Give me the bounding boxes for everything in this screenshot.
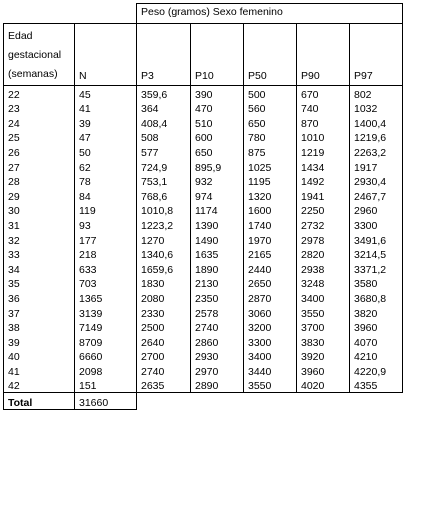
cell-n: 93 (75, 217, 137, 232)
cell-p10: 2860 (191, 334, 244, 349)
cell-p50: 3400 (244, 349, 297, 364)
cell-p3: 508 (137, 130, 191, 145)
column-header-p10: P10 (191, 24, 244, 86)
cell-edad: 30 (4, 203, 75, 218)
table-row (4, 276, 403, 291)
cell-p10: 650 (191, 144, 244, 159)
cell-p97: 3820 (350, 305, 403, 320)
cell-p97: 2263,2 (350, 144, 403, 159)
cell-p90: 3700 (297, 320, 350, 335)
table-row (4, 101, 403, 116)
cell-p3: 2330 (137, 305, 191, 320)
cell-p90: 1010 (297, 130, 350, 145)
cell-p97: 3491,6 (350, 232, 403, 247)
cell-p50: 2650 (244, 276, 297, 291)
cell-p3: 1830 (137, 276, 191, 291)
cell-n: 8709 (75, 334, 137, 349)
cell-p10: 1635 (191, 247, 244, 262)
cell-edad: 39 (4, 334, 75, 349)
cell-p97: 4070 (350, 334, 403, 349)
cell-p3: 724,9 (137, 159, 191, 174)
weight-percentile-table (3, 3, 403, 410)
cell-p10: 2578 (191, 305, 244, 320)
cell-p3: 1223,2 (137, 217, 191, 232)
cell-p3: 408,4 (137, 115, 191, 130)
group-header-cell (137, 4, 403, 24)
table-row (4, 232, 403, 247)
cell-p90: 1941 (297, 188, 350, 203)
table-row (4, 378, 403, 393)
group-header: Peso (gramos) Sexo femenino (141, 6, 283, 18)
cell-edad: 38 (4, 320, 75, 335)
cell-edad: 22 (4, 86, 75, 101)
cell-n: 703 (75, 276, 137, 291)
table-row (4, 247, 403, 262)
cell-p3: 1270 (137, 232, 191, 247)
cell-p50: 875 (244, 144, 297, 159)
cell-p90: 3248 (297, 276, 350, 291)
cell-p90: 3550 (297, 305, 350, 320)
edad-header-cell (4, 24, 75, 86)
table-row (4, 115, 403, 130)
cell-p50: 3300 (244, 334, 297, 349)
cell-n: 1365 (75, 290, 137, 305)
cell-p50: 2165 (244, 247, 297, 262)
table-row (4, 159, 403, 174)
cell-p3: 359,6 (137, 86, 191, 101)
cell-p10: 1174 (191, 203, 244, 218)
cell-n: 7149 (75, 320, 137, 335)
cell-n: 47 (75, 130, 137, 145)
cell-p3: 364 (137, 101, 191, 116)
cell-p90: 1219 (297, 144, 350, 159)
table-row (4, 203, 403, 218)
column-header-p97: P97 (350, 24, 403, 86)
edad-header-line: Edad (8, 30, 33, 42)
cell-p97: 3300 (350, 217, 403, 232)
total-row (4, 393, 403, 410)
cell-p97: 4220,9 (350, 363, 403, 378)
cell-p97: 3371,2 (350, 261, 403, 276)
table-row (4, 86, 403, 101)
cell-p97: 1400,4 (350, 115, 403, 130)
cell-edad: 34 (4, 261, 75, 276)
edad-header-line: (semanas) (8, 68, 58, 80)
cell-p50: 3440 (244, 363, 297, 378)
cell-p50: 1025 (244, 159, 297, 174)
cell-n: 41 (75, 101, 137, 116)
cell-p90: 2978 (297, 232, 350, 247)
cell-p90: 1434 (297, 159, 350, 174)
cell-p3: 2740 (137, 363, 191, 378)
cell-p50: 1320 (244, 188, 297, 203)
cell-p3: 2080 (137, 290, 191, 305)
n-empty-top-cell (75, 4, 137, 24)
cell-p90: 2732 (297, 217, 350, 232)
column-header-row (4, 24, 403, 86)
total-label: Total (4, 393, 75, 410)
cell-p90: 2250 (297, 203, 350, 218)
cell-p90: 3920 (297, 349, 350, 364)
cell-p90: 870 (297, 115, 350, 130)
cell-p50: 2870 (244, 290, 297, 305)
cell-edad: 40 (4, 349, 75, 364)
cell-p90: 670 (297, 86, 350, 101)
cell-n: 6660 (75, 349, 137, 364)
cell-p50: 780 (244, 130, 297, 145)
total-empty-cell (191, 393, 244, 410)
cell-p10: 1890 (191, 261, 244, 276)
cell-p90: 2820 (297, 247, 350, 262)
cell-p3: 768,6 (137, 188, 191, 203)
cell-p97: 3580 (350, 276, 403, 291)
cell-p10: 1390 (191, 217, 244, 232)
cell-edad: 33 (4, 247, 75, 262)
cell-edad: 29 (4, 188, 75, 203)
cell-p97: 4355 (350, 378, 403, 393)
column-header-n: N (75, 24, 137, 86)
column-header-p3: P3 (137, 24, 191, 86)
cell-edad: 28 (4, 174, 75, 189)
cell-p3: 1010,8 (137, 203, 191, 218)
cell-p10: 2350 (191, 290, 244, 305)
cell-edad: 42 (4, 378, 75, 393)
cell-n: 62 (75, 159, 137, 174)
cell-p10: 2740 (191, 320, 244, 335)
table-row (4, 130, 403, 145)
cell-n: 45 (75, 86, 137, 101)
cell-edad: 41 (4, 363, 75, 378)
total-empty-cell (297, 393, 350, 410)
cell-p50: 1195 (244, 174, 297, 189)
cell-n: 177 (75, 232, 137, 247)
cell-n: 50 (75, 144, 137, 159)
table-row (4, 144, 403, 159)
cell-p50: 1740 (244, 217, 297, 232)
cell-edad: 24 (4, 115, 75, 130)
cell-p3: 2700 (137, 349, 191, 364)
total-n: 31660 (75, 393, 137, 410)
weight-percentile-table-container (3, 3, 403, 410)
edad-header-line: gestacional (8, 49, 62, 61)
column-header-p50: P50 (244, 24, 297, 86)
cell-p50: 3060 (244, 305, 297, 320)
cell-p10: 1490 (191, 232, 244, 247)
table-row (4, 305, 403, 320)
cell-n: 39 (75, 115, 137, 130)
cell-edad: 25 (4, 130, 75, 145)
cell-p10: 470 (191, 101, 244, 116)
cell-n: 3139 (75, 305, 137, 320)
cell-edad: 23 (4, 101, 75, 116)
cell-n: 218 (75, 247, 137, 262)
table-row (4, 174, 403, 189)
cell-p10: 2970 (191, 363, 244, 378)
cell-p50: 3550 (244, 378, 297, 393)
cell-p90: 3960 (297, 363, 350, 378)
cell-n: 151 (75, 378, 137, 393)
cell-p50: 650 (244, 115, 297, 130)
cell-edad: 32 (4, 232, 75, 247)
cell-n: 78 (75, 174, 137, 189)
cell-p97: 2930,4 (350, 174, 403, 189)
cell-p10: 2130 (191, 276, 244, 291)
cell-n: 633 (75, 261, 137, 276)
cell-p90: 4020 (297, 378, 350, 393)
cell-p97: 4210 (350, 349, 403, 364)
corner-empty-cell (4, 4, 75, 24)
cell-p3: 577 (137, 144, 191, 159)
cell-p50: 500 (244, 86, 297, 101)
cell-p50: 560 (244, 101, 297, 116)
total-empty-cell (137, 393, 191, 410)
cell-p3: 1340,6 (137, 247, 191, 262)
cell-p97: 2467,7 (350, 188, 403, 203)
column-header-p90: P90 (297, 24, 350, 86)
table-row (4, 320, 403, 335)
table-row (4, 261, 403, 276)
cell-p3: 2640 (137, 334, 191, 349)
table-row (4, 217, 403, 232)
cell-edad: 36 (4, 290, 75, 305)
cell-n: 2098 (75, 363, 137, 378)
total-empty-cell (244, 393, 297, 410)
cell-p97: 2960 (350, 203, 403, 218)
cell-p10: 974 (191, 188, 244, 203)
cell-p10: 895,9 (191, 159, 244, 174)
cell-p97: 3680,8 (350, 290, 403, 305)
cell-p10: 600 (191, 130, 244, 145)
cell-p97: 1917 (350, 159, 403, 174)
cell-edad: 27 (4, 159, 75, 174)
cell-p50: 1970 (244, 232, 297, 247)
cell-edad: 26 (4, 144, 75, 159)
cell-edad: 31 (4, 217, 75, 232)
cell-edad: 35 (4, 276, 75, 291)
cell-p90: 1492 (297, 174, 350, 189)
cell-p50: 3200 (244, 320, 297, 335)
cell-p10: 932 (191, 174, 244, 189)
cell-p10: 390 (191, 86, 244, 101)
cell-p97: 1219,6 (350, 130, 403, 145)
cell-p50: 2440 (244, 261, 297, 276)
cell-p3: 1659,6 (137, 261, 191, 276)
cell-p50: 1600 (244, 203, 297, 218)
cell-p90: 3400 (297, 290, 350, 305)
cell-p10: 510 (191, 115, 244, 130)
table-row (4, 188, 403, 203)
cell-p90: 740 (297, 101, 350, 116)
table-row (4, 349, 403, 364)
cell-n: 84 (75, 188, 137, 203)
cell-p3: 2635 (137, 378, 191, 393)
total-empty-cell (350, 393, 403, 410)
cell-p90: 3830 (297, 334, 350, 349)
cell-n: 119 (75, 203, 137, 218)
cell-p90: 2938 (297, 261, 350, 276)
cell-p97: 3960 (350, 320, 403, 335)
cell-p10: 2930 (191, 349, 244, 364)
cell-p3: 2500 (137, 320, 191, 335)
cell-p97: 3214,5 (350, 247, 403, 262)
cell-p97: 1032 (350, 101, 403, 116)
cell-p10: 2890 (191, 378, 244, 393)
table-row (4, 334, 403, 349)
table-row (4, 363, 403, 378)
cell-p3: 753,1 (137, 174, 191, 189)
cell-edad: 37 (4, 305, 75, 320)
cell-p97: 802 (350, 86, 403, 101)
table-row (4, 290, 403, 305)
